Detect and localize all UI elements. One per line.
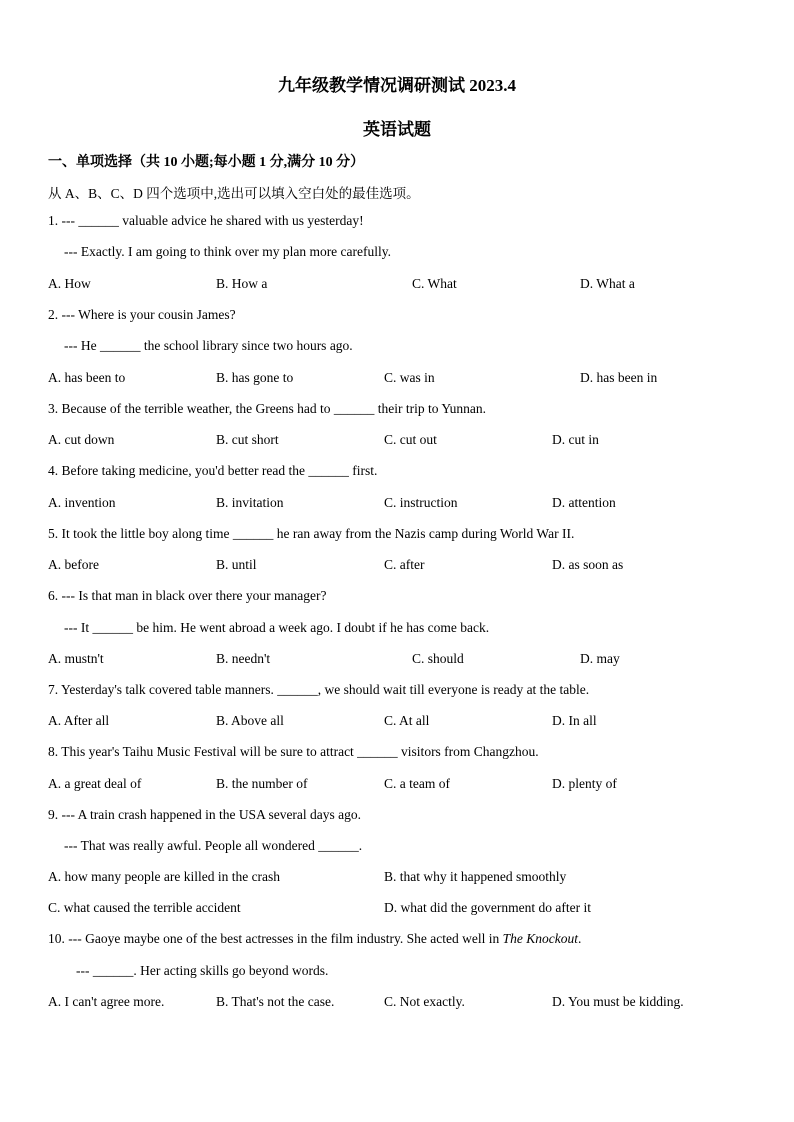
question-7-option-b: B. Above all [216, 713, 284, 728]
question-1-option-b: B. How a [216, 276, 268, 291]
question-4-stem: 4. Before taking medicine, you'd better read the ______ first. [48, 463, 378, 478]
question-8-option-b: B. the number of [216, 776, 308, 791]
question-9-option-a: A. how many people are killed in the crash [48, 869, 281, 884]
question-10-option-d: D. You must be kidding. [552, 994, 684, 1009]
question-10-stem [48, 931, 581, 947]
question-9-option-d: D. what did the government do after it [384, 900, 591, 915]
question-9-response: --- That was really awful. People all wondered ______. [64, 838, 363, 853]
question-5-option-b: B. until [216, 557, 257, 572]
question-4-option-d: D. attention [552, 495, 616, 510]
question-6-response: --- It ______ be him. He went abroad a week ago. I doubt if he has come back. [64, 620, 490, 635]
question-4-option-c: C. instruction [384, 495, 458, 510]
question-10-option-a: A. I can't agree more. [48, 994, 165, 1009]
question-1-option-a: A. How [48, 276, 91, 291]
question-3-option-a: A. cut down [48, 432, 115, 447]
question-5-option-a: A. before [48, 557, 99, 572]
question-8-option-a: A. a great deal of [48, 776, 142, 791]
question-9-option-c: C. what caused the terrible accident [48, 900, 241, 915]
question-4-option-b: B. invitation [216, 495, 284, 510]
question-8-option-c: C. a team of [384, 776, 450, 791]
exam-subtitle: 英语试题 [363, 120, 431, 139]
exam-title: 九年级教学情况调研测试 2023.4 [278, 76, 516, 95]
question-6-option-d: D. may [580, 651, 620, 666]
question-3-option-d: D. cut in [552, 432, 599, 447]
question-6-option-a: A. mustn't [48, 651, 104, 666]
question-8-stem: 8. This year's Taihu Music Festival will be sure to attract ______ visitors from Changzhou. [48, 744, 539, 759]
question-3-option-c: C. cut out [384, 432, 437, 447]
question-10-film-title: The Knockout [502, 931, 578, 946]
question-3-option-b: B. cut short [216, 432, 279, 447]
question-1-response: --- Exactly. I am going to think over my plan more carefully. [64, 244, 392, 259]
question-1-option-c: C. What [412, 276, 457, 291]
question-5-option-d: D. as soon as [552, 557, 624, 572]
section-heading: 一、单项选择（共 10 小题;每小题 1 分,满分 10 分） [48, 155, 365, 170]
question-7-option-d: D. In all [552, 713, 597, 728]
question-9-option-b: B. that why it happened smoothly [384, 869, 567, 884]
question-1-option-d: D. What a [580, 276, 635, 291]
question-4-option-a: A. invention [48, 495, 116, 510]
question-10-stem-text: 10. --- Gaoye maybe one of the best actresses in the film industry. She acted well in [48, 931, 503, 946]
question-2-response: --- He ______ the school library since two hours ago. [64, 338, 353, 353]
question-3-stem: 3. Because of the terrible weather, the Greens had to ______ their trip to Yunnan. [48, 401, 486, 416]
question-6-stem: 6. --- Is that man in black over there your manager? [48, 588, 327, 603]
question-10-option-b: B. That's not the case. [216, 994, 335, 1009]
question-9-stem: 9. --- A train crash happened in the USA several days ago. [48, 807, 362, 822]
question-2-option-c: C. was in [384, 370, 435, 385]
question-2-option-b: B. has gone to [216, 370, 294, 385]
question-7-stem: 7. Yesterday's talk covered table manners. ______, we should wait till everyone is ready at the table. [48, 682, 590, 697]
question-2-option-a: A. has been to [48, 370, 126, 385]
question-5-option-c: C. after [384, 557, 425, 572]
question-1-stem: 1. --- ______ valuable advice he shared with us yesterday! [48, 213, 364, 228]
question-7-option-c: C. At all [384, 713, 430, 728]
question-2-stem: 2. --- Where is your cousin James? [48, 307, 236, 322]
question-6-option-c: C. should [412, 651, 464, 666]
question-10-stem-period: . [578, 931, 582, 946]
question-6-option-b: B. needn't [216, 651, 271, 666]
question-10-option-c: C. Not exactly. [384, 994, 465, 1009]
question-8-option-d: D. plenty of [552, 776, 617, 791]
question-5-stem: 5. It took the little boy along time ______ he ran away from the Nazis camp during World War II. [48, 526, 575, 541]
question-10-response: --- ______. Her acting skills go beyond words. [76, 963, 329, 978]
section-instruction: 从 A、B、C、D 四个选项中,选出可以填入空白处的最佳选项。 [48, 186, 420, 201]
question-2-option-d: D. has been in [580, 370, 658, 385]
question-7-option-a: A. After all [48, 713, 110, 728]
